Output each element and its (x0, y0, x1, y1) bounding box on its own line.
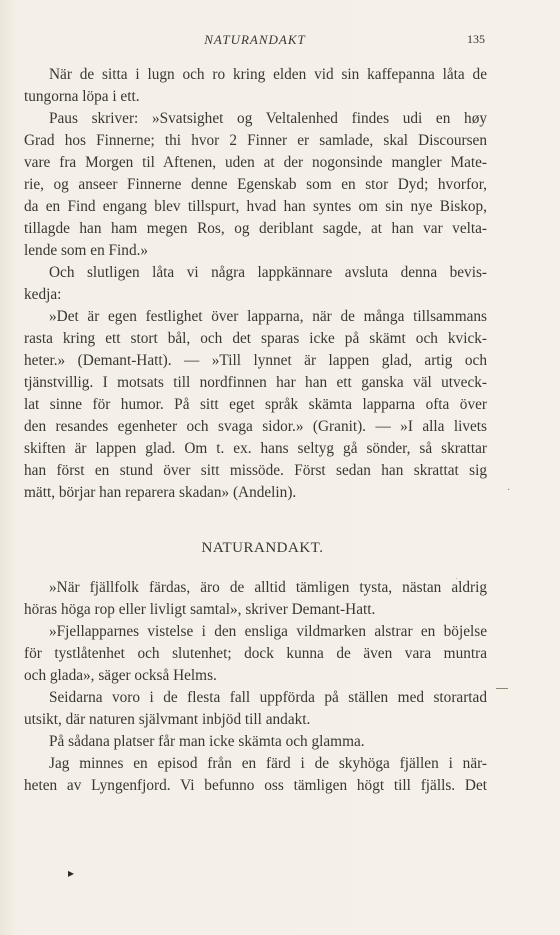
margin-speck: . (456, 573, 458, 581)
text-line: rie, og anseer Finnerne denne Egenskab som en stor Dyd; hvorfor, (24, 176, 487, 193)
text-line: Och slutligen låta vi några lappkännare avsluta denna bevis- (49, 264, 487, 281)
text-line: tillagde han ham megen Ros, og deriblant sagde, at han var velta- (24, 220, 487, 237)
printer-mark: ▸ (68, 866, 75, 880)
section-gap-after (24, 559, 487, 577)
text-line: Jag minnes en episod från en färd i de skyhöga fjällen i när- (49, 755, 487, 772)
text-line: den resandes egenheter och svaga sidor.» (Granit). — »I alla livets (24, 418, 487, 435)
text-line: lat sinne för humor. På sitt eget språk skämta lapparna ofta över (24, 396, 487, 413)
text-line: Seidarna voro i de flesta fall uppförda på ställen med storartad (49, 689, 487, 706)
text-block-after (24, 577, 487, 797)
text-line: kedja: (24, 286, 62, 303)
text-line: När de sitta i lugn och ro kring elden vid sin kaffepanna låta de (49, 66, 487, 83)
text-line: skiften är lappen glad. Om t. ex. hans seltyg gå sönder, så skrattar (24, 440, 487, 457)
margin-stroke (496, 688, 508, 689)
page-header (0, 32, 560, 52)
text-line: heten av Lyngenfjord. Vi befunno oss tämligen högt till fjälls. Det (24, 777, 487, 794)
text-block-before (24, 64, 487, 504)
text-line: rasta kring ett stort bål, och det sparas icke på skämt och kvick- (24, 330, 487, 347)
running-head: NATURANDAKT (204, 32, 306, 47)
text-line: tjänstvillig. I motsats till nordfinnen har han ett ganska väl utveck- (24, 374, 487, 391)
text-line: »När fjällfolk färdas, äro de alltid tämligen tysta, nästan aldrig (49, 579, 487, 596)
text-line: heter.» (Demant-Hatt). — »Till lynnet är lappen glad, artig och (24, 352, 487, 369)
text-line: tungorna löpa i ett. (24, 88, 140, 105)
text-line: vare fra Morgen til Aftenen, uden at der nogonsinde mangler Mate- (24, 154, 487, 171)
text-line: och glada», säger också Helms. (24, 667, 217, 684)
text-line: På sådana platser får man icke skämta och glamma. (49, 733, 365, 750)
text-line: utsikt, där naturen självmant inbjöd till andakt. (24, 711, 311, 728)
text-line: »Fjellapparnes vistelse i den ensliga vildmarken alstrar en böjelse (49, 623, 487, 640)
section-gap (24, 504, 487, 537)
text-line: höras höga rop eller livligt samtal», skriver Demant-Hatt. (24, 601, 376, 618)
text-line: för tystlåtenhet och slutenhet; dock kunna de även vara muntra (24, 645, 487, 662)
text-line: lende som en Find.» (24, 242, 149, 259)
text-line: Grad hos Finnerne; thi hvor 2 Finner er samlade, skal Discoursen (24, 132, 487, 149)
text-line: Paus skriver: »Svatsighet og Veltalenhed findes udi en høy (49, 110, 487, 127)
text-line: mätt, börjar han reparera skadan» (Andelin). (24, 484, 297, 501)
text-line: da en Find engang blev tillspurt, hvad han syntes om sin nye Biskop, (24, 198, 487, 215)
body-text (24, 64, 487, 797)
text-line: »Det är egen festlighet över lapparna, när de många tillsammans (49, 308, 487, 325)
page-number: 135 (467, 32, 485, 46)
section-title: NATURANDAKT. (201, 540, 324, 556)
text-line: han först en stund över sitt missöde. Först sedan han skrattat sig (24, 462, 487, 479)
margin-speck: · (507, 485, 511, 496)
